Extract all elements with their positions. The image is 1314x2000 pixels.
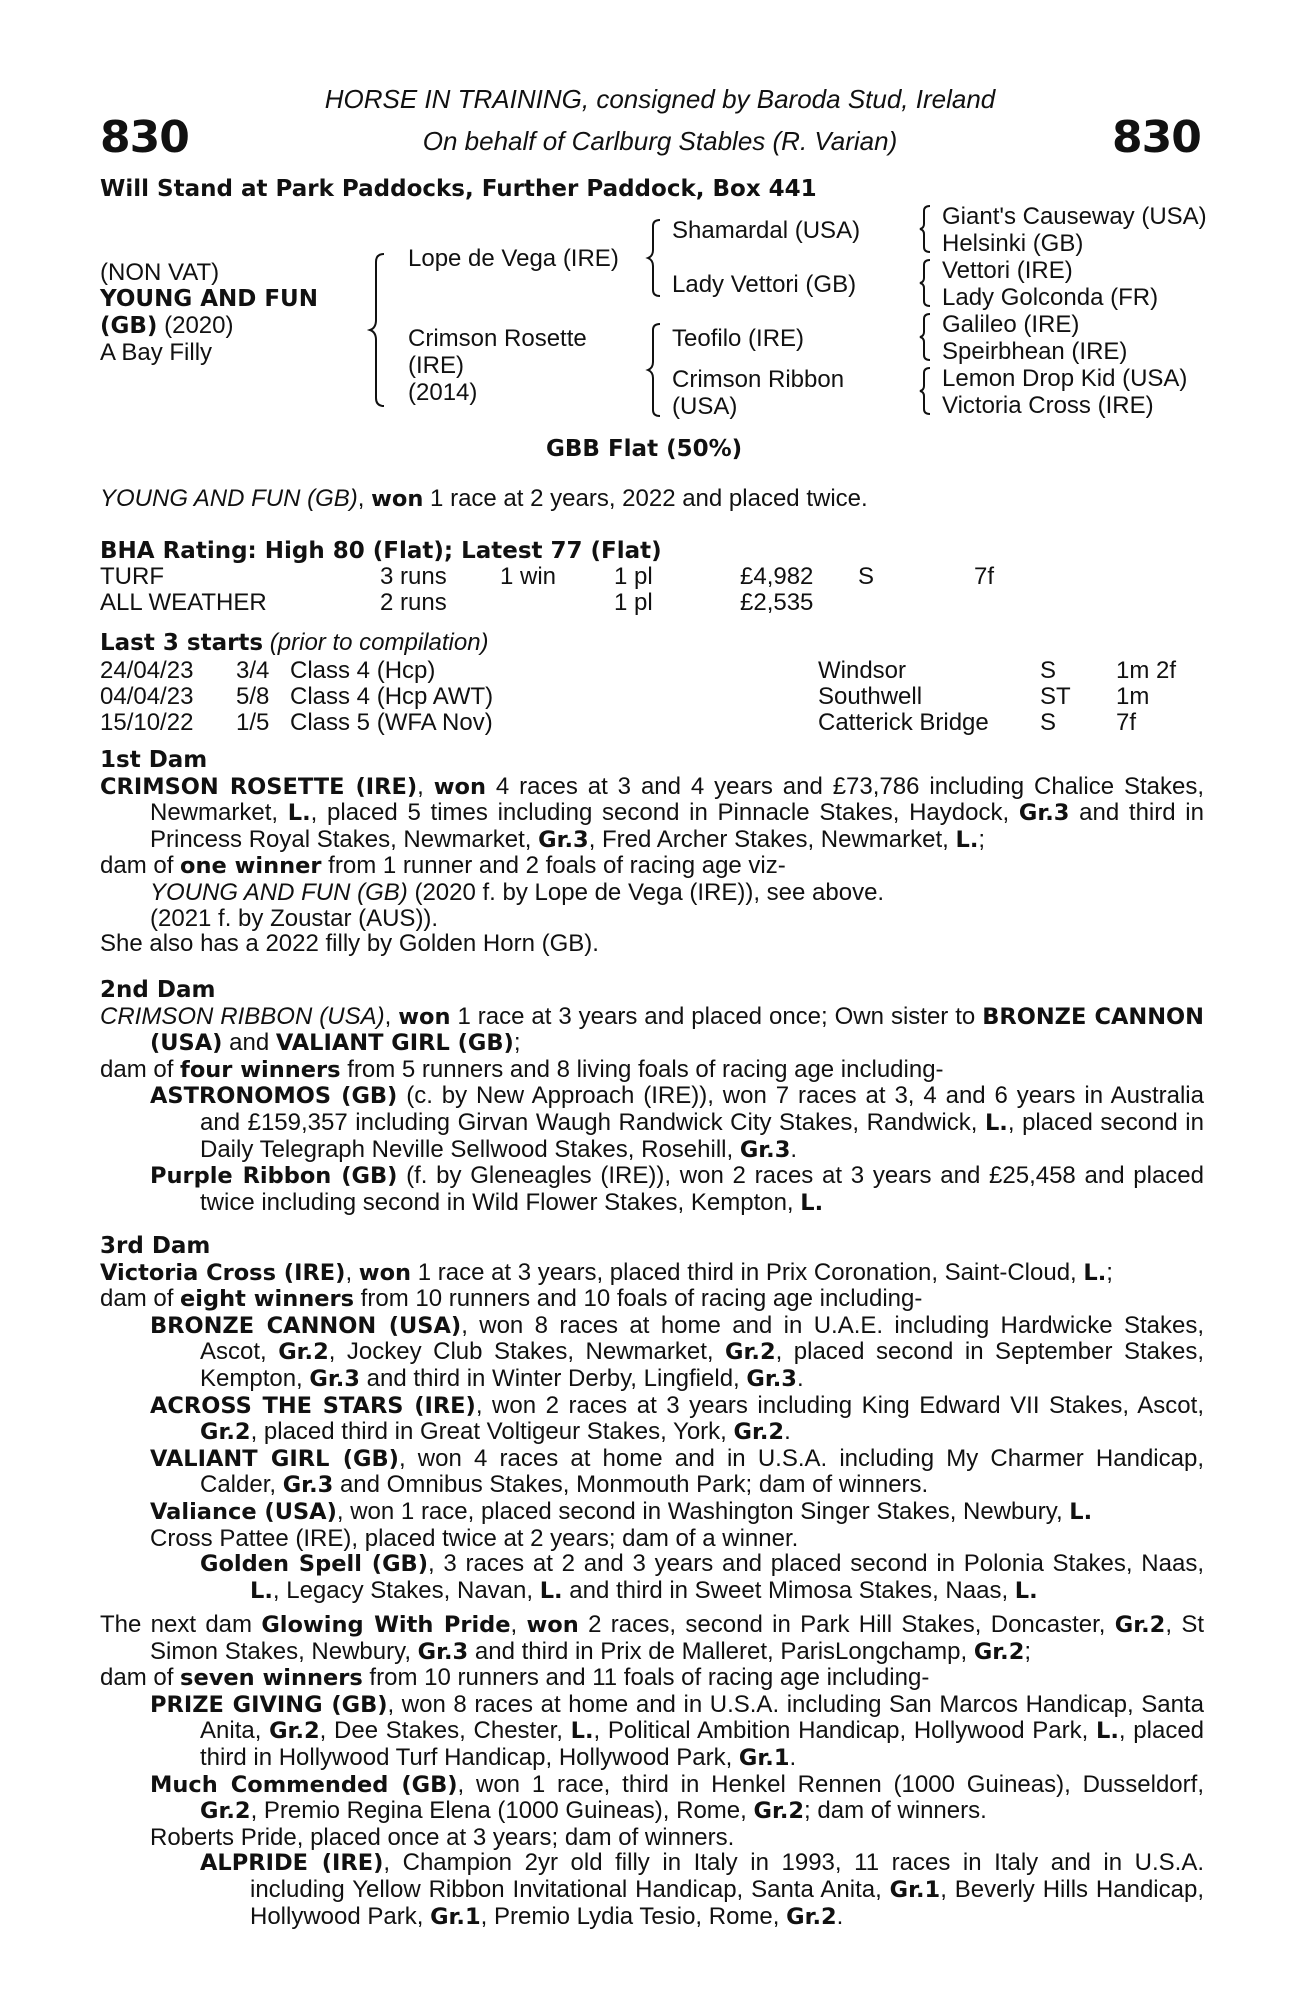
pedigree-dss: Galileo (IRE) (942, 311, 1080, 338)
first-dam-foal-2: (2021 f. by Zoustar (AUS)). (150, 904, 439, 932)
pedigree-sire: Lope de Vega (IRE) (408, 245, 619, 272)
pedigree-sdd: Lady Golconda (FR) (942, 284, 1159, 311)
third-dam-progeny-1: BRONZE CANNON (USA), won 8 races at home and in U.A.E. including Hardwicke Stakes, Ascot, Gr.2, Jockey Club Stakes, Newmarket, Gr.2, placed second in September Stakes, Kempton, Gr.3 and third in Winter Derby, Lingfield, Gr.3. (150, 1311, 1204, 1392)
start-class: Class 5 (WFA Nov) (290, 709, 493, 736)
first-dam-heading: 1st Dam (100, 747, 208, 773)
horse-name: YOUNG AND FUN (100, 286, 318, 312)
first-dam-record: CRIMSON ROSETTE (IRE), won 4 races at 3 and 4 years and £73,786 including Chalice Stakes, Newmarket, L., placed 5 times including second in Pinnacle Stakes, Haydock, Gr.3 and third in Princess Royal Stakes, Newmarket, Gr.3, Fred Archer Stakes, Newmarket, L.; (100, 772, 1204, 853)
second-dam-produce: dam of four winners from 5 runners and 8 living foals of racing age including- (100, 1055, 944, 1083)
start-going: ST (1040, 683, 1071, 710)
start-going: S (1040, 657, 1057, 684)
summary-rest: 1 race at 2 years, 2022 and placed twice. (423, 485, 868, 512)
next-dam-section (100, 1612, 1204, 1930)
start-distance: 7f (1116, 709, 1137, 736)
next-dam-progeny-2: Much Commended (GB), won 1 race, third in Henkel Rennen (1000 Guineas), Dusseldorf, Gr.2, Premio Regina Elena (1000 Guineas), Rome, Gr.2; dam of winners. (150, 1770, 1204, 1825)
third-dam-name: Victoria Cross (IRE) (100, 1259, 346, 1286)
pedigree-dd-2: (USA) (672, 393, 738, 420)
pedigree-sd: Lady Vettori (GB) (672, 271, 857, 298)
pedigree-sds: Vettori (IRE) (942, 257, 1073, 284)
third-dam-section (100, 1234, 1204, 1604)
last-starts-note: (prior to compilation) (263, 629, 489, 656)
first-dam-produce: dam of one winner from 1 runner and 2 foals of racing age viz- (100, 852, 786, 880)
horse-description: A Bay Filly (100, 339, 213, 366)
next-dam-progeny-1: PRIZE GIVING (GB), won 8 races at home and in U.S.A. including San Marcos Handicap, Santa Anita, Gr.2, Dee Stakes, Chester, L., Political Ambition Handicap, Hollywood Park, L., placed third in Hollywood Turf Handicap, Hollywood Park, Gr.1. (150, 1690, 1205, 1771)
pedigree-bracket-ds (920, 312, 934, 362)
flat-rating: GBB Flat (50%) (546, 436, 743, 462)
third-dam-heading: 3rd Dam (100, 1233, 211, 1259)
bha-wins: 1 win (500, 563, 557, 590)
third-dam-progeny-3: VALIANT GIRL (GB), won 4 races at home and in U.S.A. including My Charmer Handicap, Calder, Gr.3 and Omnibus Stakes, Monmouth Park; dam of winners. (150, 1444, 1205, 1499)
first-dam-foal-1: YOUNG AND FUN (GB) (2020 f. by Lope de Vega (IRE)), see above. (150, 878, 885, 906)
third-dam-progeny-5: Cross Pattee (IRE), placed twice at 2 years; dam of a winner. (150, 1524, 799, 1552)
bha-placed: 1 pl (614, 563, 653, 590)
first-dam-name: CRIMSON ROSETTE (IRE) (100, 773, 418, 800)
second-dam-section (100, 978, 1204, 1216)
pedigree-bracket-main (370, 252, 390, 412)
start-date: 04/04/23 (100, 683, 194, 710)
third-dam-progeny-4: Valiance (USA), won 1 race, placed second in Washington Singer Stakes, Newbury, L. (150, 1497, 1093, 1525)
second-dam-heading: 2nd Dam (100, 977, 216, 1003)
second-dam-progeny-1: ASTRONOMOS (GB) (c. by New Approach (IRE)), won 7 races at 3, 4 and 6 years in Australia and £159,357 including Girvan Waugh Randwick City Stakes, Randwick, L., placed second in Daily Telegraph Neville Sellwood Stakes, Rosehill, Gr.3. (150, 1082, 1204, 1163)
pedigree-dsd: Speirbhean (IRE) (942, 338, 1128, 365)
second-dam-name: CRIMSON RIBBON (USA) (100, 1002, 385, 1030)
next-dam-grandprogeny: ALPRIDE (IRE), Champion 2yr old filly in Italy in 1993, 11 races in Italy and in U.S.A. including Yellow Ribbon Invitational Handicap, Santa Anita, Gr.1, Beverly Hills Handicap, Hollywood Park, Gr.1, Premio Lydia Tesio, Rome, Gr.2. (200, 1849, 1205, 1930)
pedigree-ssd: Helsinki (GB) (942, 230, 1084, 257)
summary-horse-name: YOUNG AND FUN (GB) (100, 485, 358, 512)
pedigree-bracket-sire (648, 218, 664, 298)
start-course: Windsor (818, 657, 907, 684)
third-dam-produce: dam of eight winners from 10 runners and 10 foals of racing age including- (100, 1285, 923, 1313)
bha-distance: 7f (974, 563, 995, 590)
on-behalf-line: On behalf of Carlburg Stables (R. Varian) (422, 126, 898, 156)
lot-number-left: 830 (100, 112, 189, 163)
pedigree-bracket-ss (920, 204, 934, 254)
pedigree-ddd: Victoria Cross (IRE) (942, 392, 1154, 419)
bha-going: S (858, 563, 875, 590)
pedigree-dam-3: (2014) (408, 379, 478, 406)
pedigree-dds: Lemon Drop Kid (USA) (942, 365, 1188, 392)
start-position: 5/8 (236, 683, 270, 710)
pedigree-bracket-dd (920, 366, 934, 416)
next-dam-record: The next dam Glowing With Pride, won 2 races, second in Park Hill Stakes, Doncaster, Gr.2, St Simon Stakes, Newbury, Gr.3 and third in Prix de Malleret, ParisLongchamp, Gr.2; (100, 1611, 1204, 1665)
bha-money: £4,982 (740, 563, 814, 590)
pedigree-ss: Shamardal (USA) (672, 217, 861, 244)
pedigree-sss: Giant's Causeway (USA) (942, 203, 1207, 230)
pedigree-dam-2: (IRE) (408, 352, 464, 379)
second-dam-record: CRIMSON RIBBON (USA), won 1 race at 3 years and placed once; Own sister to BRONZE CANNON (USA) and VALIANT GIRL (GB); (100, 1002, 1205, 1057)
racing-summary: YOUNG AND FUN (GB), won 1 race at 2 years, 2022 and placed twice. (100, 485, 868, 512)
start-position: 1/5 (236, 709, 270, 736)
start-distance: 1m (1116, 683, 1150, 710)
last-starts-heading (100, 630, 489, 656)
bha-runs: 3 runs (380, 563, 447, 590)
pedigree-dam-1: Crimson Rosette (408, 325, 587, 352)
start-distance: 1m 2f (1116, 657, 1177, 684)
start-class: Class 4 (Hcp AWT) (290, 683, 494, 710)
second-dam-progeny-2: Purple Ribbon (GB) (f. by Gleneagles (IRE)), won 2 races at 3 years and £25,458 and placed twice including second in Wild Flower Stakes, Kempton, L. (150, 1162, 1204, 1216)
start-course: Catterick Bridge (818, 709, 989, 736)
third-dam-grandprogeny: Golden Spell (GB), 3 races at 2 and 3 years and placed second in Polonia Stakes, Naas, L., Legacy Stakes, Navan, L. and third in Sweet Mimosa Stakes, Naas, L. (200, 1550, 1204, 1604)
bha-surface: ALL WEATHER (100, 589, 267, 616)
start-date: 15/10/22 (100, 709, 194, 736)
bha-placed: 1 pl (614, 589, 653, 616)
third-dam-record: Victoria Cross (IRE), won 1 race at 3 years, placed third in Prix Coronation, Saint-Cloud, L.; (100, 1258, 1113, 1286)
summary-won: won (371, 486, 424, 512)
horse-name-suffix (100, 313, 233, 339)
pedigree-dd-1: Crimson Ribbon (672, 366, 845, 393)
pedigree-ds: Teofilo (IRE) (672, 325, 805, 352)
vat-status: (NON VAT) (100, 259, 220, 286)
consignor-line: HORSE IN TRAINING, consigned by Baroda Stud, Ireland (324, 84, 996, 114)
bha-rating: BHA Rating: High 80 (Flat); Latest 77 (Flat) (100, 538, 662, 564)
next-dam-produce: dam of seven winners from 10 runners and 11 foals of racing age including- (100, 1664, 930, 1692)
start-course: Southwell (818, 683, 923, 710)
next-dam-name: Glowing With Pride (261, 1612, 511, 1638)
start-date: 24/04/23 (100, 657, 194, 684)
bha-runs: 2 runs (380, 589, 447, 616)
first-dam-section (100, 748, 1204, 957)
bha-surface: TURF (100, 563, 164, 590)
start-position: 3/4 (236, 657, 270, 684)
horse-country: (GB) (100, 313, 158, 339)
last-starts-title: Last 3 starts (100, 630, 264, 656)
pedigree-bracket-sd (920, 258, 934, 308)
third-dam-progeny-2: ACROSS THE STARS (IRE), won 2 races at 3 years including King Edward VII Stakes, Ascot, Gr.2, placed third in Great Voltigeur Stakes, York, Gr.2. (150, 1391, 1204, 1446)
horse-year: (2020) (157, 312, 234, 339)
next-dam-progeny-3: Roberts Pride, placed once at 3 years; dam of winners. (150, 1823, 735, 1851)
start-going: S (1040, 709, 1057, 736)
start-class: Class 4 (Hcp) (290, 657, 436, 684)
pedigree-bracket-dam (648, 322, 664, 418)
first-dam-also: She also has a 2022 filly by Golden Horn (GB). (100, 930, 599, 958)
location-line: Will Stand at Park Paddocks, Further Paddock, Box 441 (100, 176, 817, 202)
lot-number-right: 830 (1112, 112, 1201, 163)
bha-money: £2,535 (740, 589, 814, 616)
